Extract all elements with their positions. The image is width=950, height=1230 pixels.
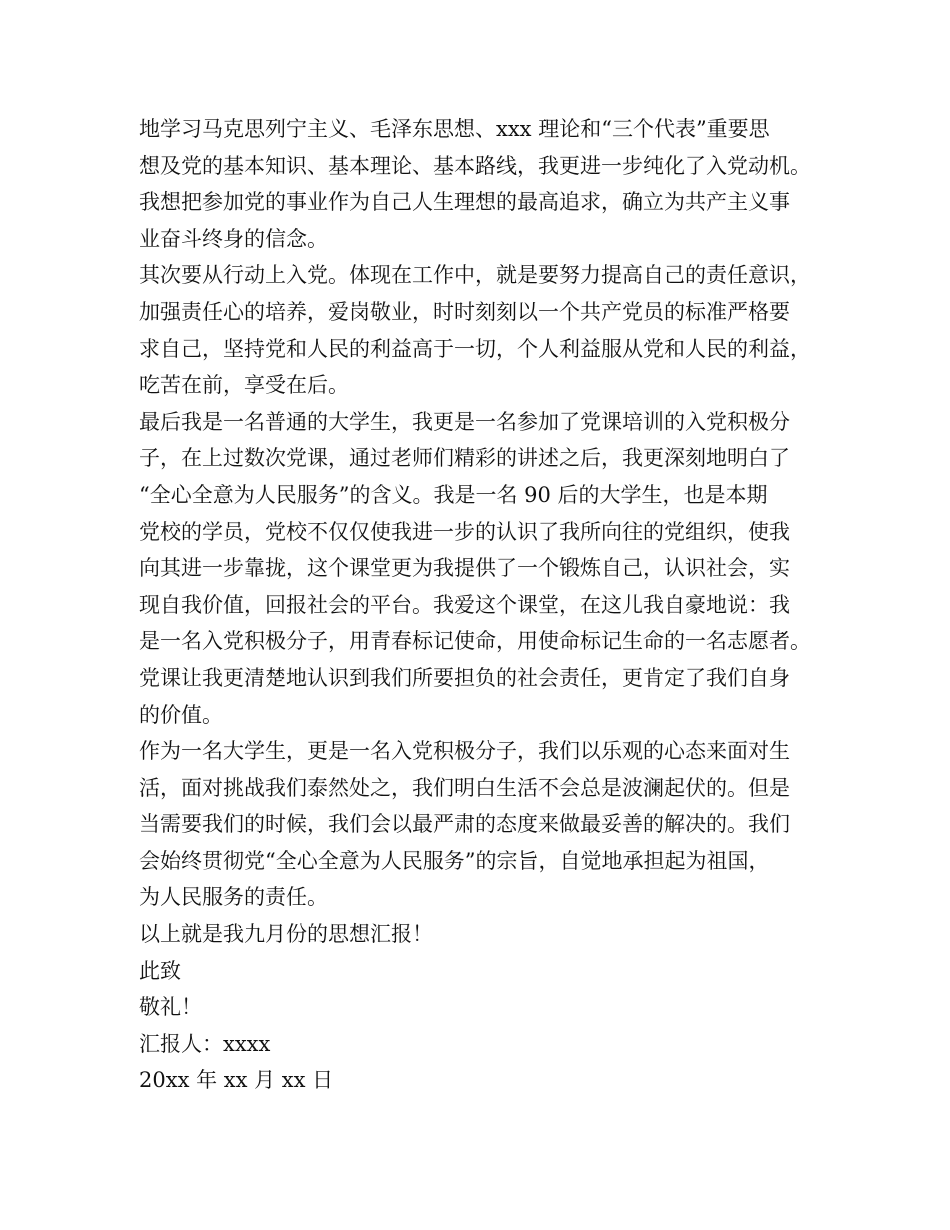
text-line-19: 活，面对挑战我们泰然处之，我们明白生活不会总是波澜起伏的。但是 — [139, 775, 790, 800]
text-line-6: 加强责任心的培养，爱岗敬业，时时刻刻以一个共产党员的标准严格要 — [139, 299, 790, 324]
salutation-cizhi: 此致 — [139, 958, 181, 983]
text-line-15: 是一名入党积极分子，用青春标记使命，用使命标记生命的一名志愿者。 — [139, 629, 811, 654]
text-line-7: 求自己，坚持党和人民的利益高于一切，个人利益服从党和人民的利益， — [139, 336, 811, 361]
closing-summary: 以上就是我九月份的思想汇报！ — [139, 922, 433, 947]
text-line-9: 最后我是一名普通的大学生，我更是一名参加了党课培训的入党积极分 — [139, 409, 790, 434]
text-line-20: 当需要我们的时候，我们会以最严肃的态度来做最妥善的解决的。我们 — [139, 812, 790, 837]
text-line-12: 党校的学员，党校不仅仅使我进一步的认识了我所向往的党组织，使我 — [139, 519, 790, 544]
text-line-13: 向其进一步靠拢，这个课堂更为我提供了一个锻炼自己，认识社会，实 — [139, 556, 790, 581]
text-line-21: 会始终贯彻党“全心全意为人民服务”的宗旨，自觉地承担起为祖国， — [139, 848, 770, 873]
text-line-10: 子，在上过数次党课，通过老师们精彩的讲述之后，我更深刻地明白了 — [139, 446, 790, 471]
text-line-1: 地学习马克思列宁主义、毛泽东思想、xxx 理论和“三个代表”重要思 — [139, 117, 770, 141]
text-line-8: 吃苦在前，享受在后。 — [139, 373, 349, 398]
text-line-18: 作为一名大学生，更是一名入党积极分子，我们以乐观的心态来面对生 — [139, 739, 790, 764]
text-line-2: 想及党的基本知识、基本理论、基本路线，我更进一步纯化了入党动机。 — [139, 153, 811, 178]
text-line-11: “全心全意为人民服务”的含义。我是一名 90 后的大学生，也是本期 — [139, 482, 768, 507]
reporter-signature: 汇报人：xxxx — [139, 1031, 271, 1056]
text-line-14: 现自我价值，回报社会的平台。我爱这个课堂，在这儿我自豪地说：我 — [139, 592, 790, 617]
text-line-16: 党课让我更清楚地认识到我们所要担负的社会责任，更肯定了我们自身 — [139, 665, 790, 690]
report-date: 20xx 年 xx 月 xx 日 — [139, 1068, 334, 1093]
text-line-3: 我想把参加党的事业作为自己人生理想的最高追求，确立为共产主义事 — [139, 190, 790, 215]
text-line-22: 为人民服务的责任。 — [139, 885, 328, 910]
salutation-jingli: 敬礼！ — [139, 995, 202, 1020]
text-line-4: 业奋斗终身的信念。 — [139, 226, 328, 251]
document-body — [139, 111, 829, 1099]
text-line-5: 其次要从行动上入党。体现在工作中，就是要努力提高自己的责任意识， — [139, 263, 811, 288]
text-line-17: 的价值。 — [139, 702, 223, 727]
